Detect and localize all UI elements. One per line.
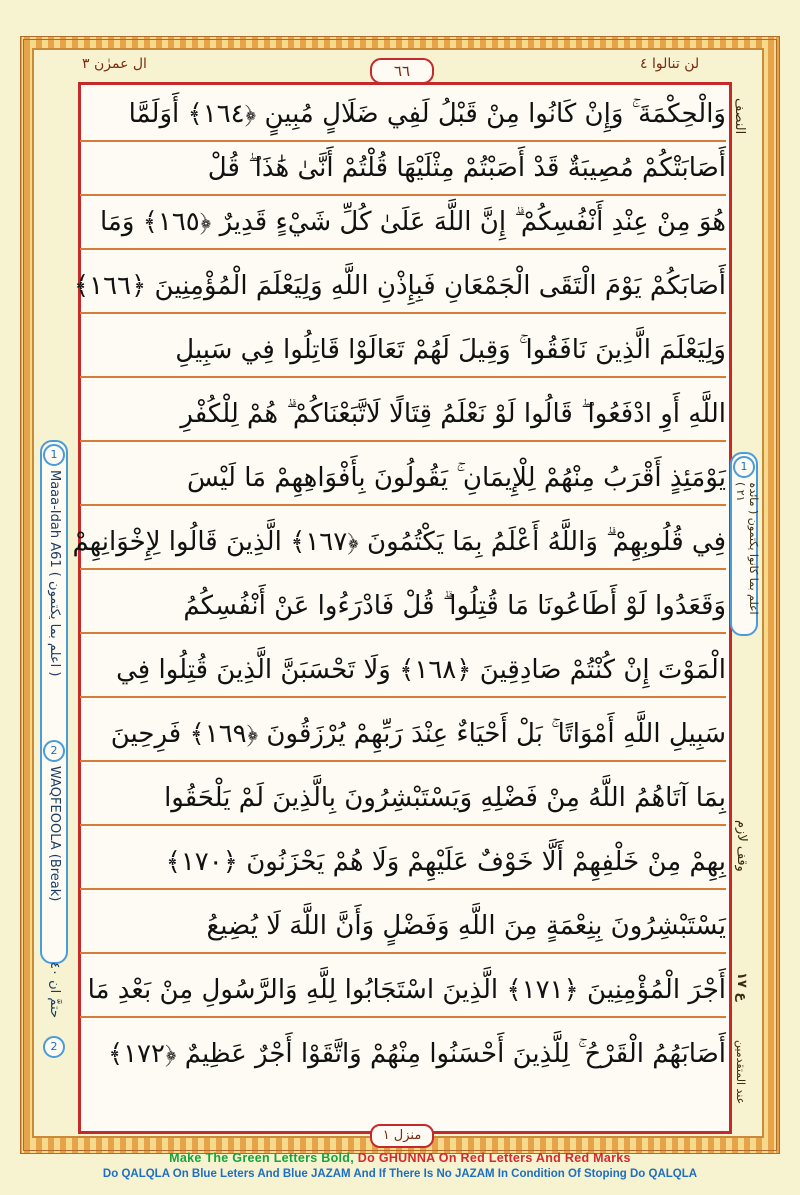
right-note-badge-1: 1 bbox=[733, 456, 755, 478]
text-line-15: أَجْرَ الْمُؤْمِنِينَ ﴿١٧١﴾ الَّذِينَ اسْتَجَابُوا لِلَّهِ وَالرَّسُولِ مِنْ بَعْدِ مَا bbox=[80, 964, 726, 1018]
nisf-marker: النصف bbox=[732, 98, 747, 135]
left-note-text-3: حتمَّ ان ٤٠ bbox=[47, 962, 62, 1019]
text-line-13: بِهِمْ مِنْ خَلْفِهِمْ أَلَّا خَوْفٌ عَلَيْهِمْ وَلَا هُمْ يَحْزَنُونَ ﴿١٧٠﴾ bbox=[80, 836, 726, 890]
manzil-marker: منزل ١ bbox=[370, 1124, 434, 1148]
note-badge-2: 2 bbox=[43, 740, 65, 762]
text-line-16: أَصَابَهُمُ الْقَرْحُ ۚ لِلَّذِينَ أَحْسَنُوا مِنْهُمْ وَاتَّقَوْا أَجْرٌ عَظِيمٌ ﴿١٧٢﴾ bbox=[107, 1039, 726, 1069]
text-line-8: فِي قُلُوبِهِمْ ۗ وَاللَّهُ أَعْلَمُ بِمَا يَكْتُمُونَ ﴿١٦٧﴾ الَّذِينَ قَالُوا لِإِخْوَانِهِمْ bbox=[80, 516, 726, 570]
text-line-14: يَسْتَبْشِرُونَ بِنِعْمَةٍ مِنَ اللَّهِ وَفَضْلٍ وَأَنَّ اللَّهَ لَا يُضِيعُ bbox=[80, 900, 726, 954]
note-badge-3: 2 bbox=[43, 1036, 65, 1058]
text-line-12: بِمَا آتَاهُمُ اللَّهُ مِنْ فَضْلِهِ وَيَسْتَبْشِرُونَ بِالَّذِينَ لَمْ يَلْحَقُوا bbox=[80, 772, 726, 826]
text-line-3: هُوَ مِنْ عِنْدِ أَنْفُسِكُمْ ۗ إِنَّ اللَّهَ عَلَىٰ كُلِّ شَيْءٍ قَدِيرٌ ﴿١٦٥﴾ وَمَا bbox=[80, 196, 726, 250]
right-note-text-1: اعلم بما كانوا يكتمون ( مائدہ ٢١ ) bbox=[734, 482, 760, 615]
text-line-10: الْمَوْتَ إِنْ كُنْتُمْ صَادِقِينَ ﴿١٦٨﴾ وَلَا تَحْسَبَنَّ الَّذِينَ قُتِلُوا فِي bbox=[80, 644, 726, 698]
page-number: ٦٦ bbox=[370, 58, 434, 84]
text-line-6: اللَّهِ أَوِ ادْفَعُوا ۖ قَالُوا لَوْ نَعْلَمُ قِتَالًا لَاتَّبَعْنَاكُمْ ۗ هُمْ لِلْكُفْرِ bbox=[80, 388, 726, 442]
text-line-1: وَالْحِكْمَةَ ۚ وَإِنْ كَانُوا مِنْ قَبْلُ لَفِي ضَلَالٍ مُبِينٍ ﴿١٦٤﴾ أَوَلَمَّا bbox=[80, 88, 726, 142]
surah-label: ال عمرٰن ٣ bbox=[82, 56, 147, 72]
ruku-marker: ع ١٧ bbox=[734, 972, 749, 1002]
text-line-5: وَلِيَعْلَمَ الَّذِينَ نَافَقُوا ۚ وَقِيلَ لَهُمْ تَعَالَوْا قَاتِلُوا فِي سَبِيلِ bbox=[80, 324, 726, 378]
tajweed-instructions-line-2: Do QALQLA On Blue Leters And Blue JAZAM And If There Is No JAZAM In Condition Of Stoping Do QALQLA bbox=[102, 1168, 698, 1180]
tajweed-instructions-line-1 bbox=[0, 1151, 800, 1165]
text-line-11: سَبِيلِ اللَّهِ أَمْوَاتًا ۚ بَلْ أَحْيَاءٌ عِنْدَ رَبِّهِمْ يُرْزَقُونَ ﴿١٦٩﴾ فَرِحِينَ bbox=[80, 708, 726, 762]
ruku-note: عند المتقدمين bbox=[734, 1040, 747, 1105]
text-line-7: يَوْمَئِذٍ أَقْرَبُ مِنْهُمْ لِلْإِيمَانِ ۚ يَقُولُونَ بِأَفْوَاهِهِمْ مَا لَيْسَ bbox=[80, 452, 726, 506]
green-instruction: Make The Green Letters Bold, bbox=[169, 1151, 355, 1165]
left-note-text-1: Maaa-Idah A61 ( اعلم بما يكتمون ) bbox=[47, 470, 62, 677]
waqf-lazim-marker: وقف لازم bbox=[734, 820, 749, 872]
left-note-text-2: WAQFEOOLA (Break) bbox=[47, 766, 62, 902]
text-line-9: وَقَعَدُوا لَوْ أَطَاعُونَا مَا قُتِلُوا ۗ قُلْ فَادْرَءُوا عَنْ أَنْفُسِكُمُ bbox=[80, 580, 726, 634]
note-badge-1: 1 bbox=[43, 444, 65, 466]
text-line-4: أَصَابَكُمْ يَوْمَ الْتَقَى الْجَمْعَانِ فَبِإِذْنِ اللَّهِ وَلِيَعْلَمَ الْمُؤْمِنِينَ ﴿١٦٦﴾ bbox=[80, 260, 726, 314]
text-line-2: أَصَابَتْكُمْ مُصِيبَةٌ قَدْ أَصَبْتُمْ مِثْلَيْهَا قُلْتُمْ أَنَّىٰ هَٰذَا ۖ قُلْ bbox=[80, 142, 726, 196]
juz-label: لن تنالوا ٤ bbox=[640, 56, 700, 72]
red-instruction: Do GHUNNA On Red Letters And Red Marks bbox=[357, 1151, 631, 1165]
